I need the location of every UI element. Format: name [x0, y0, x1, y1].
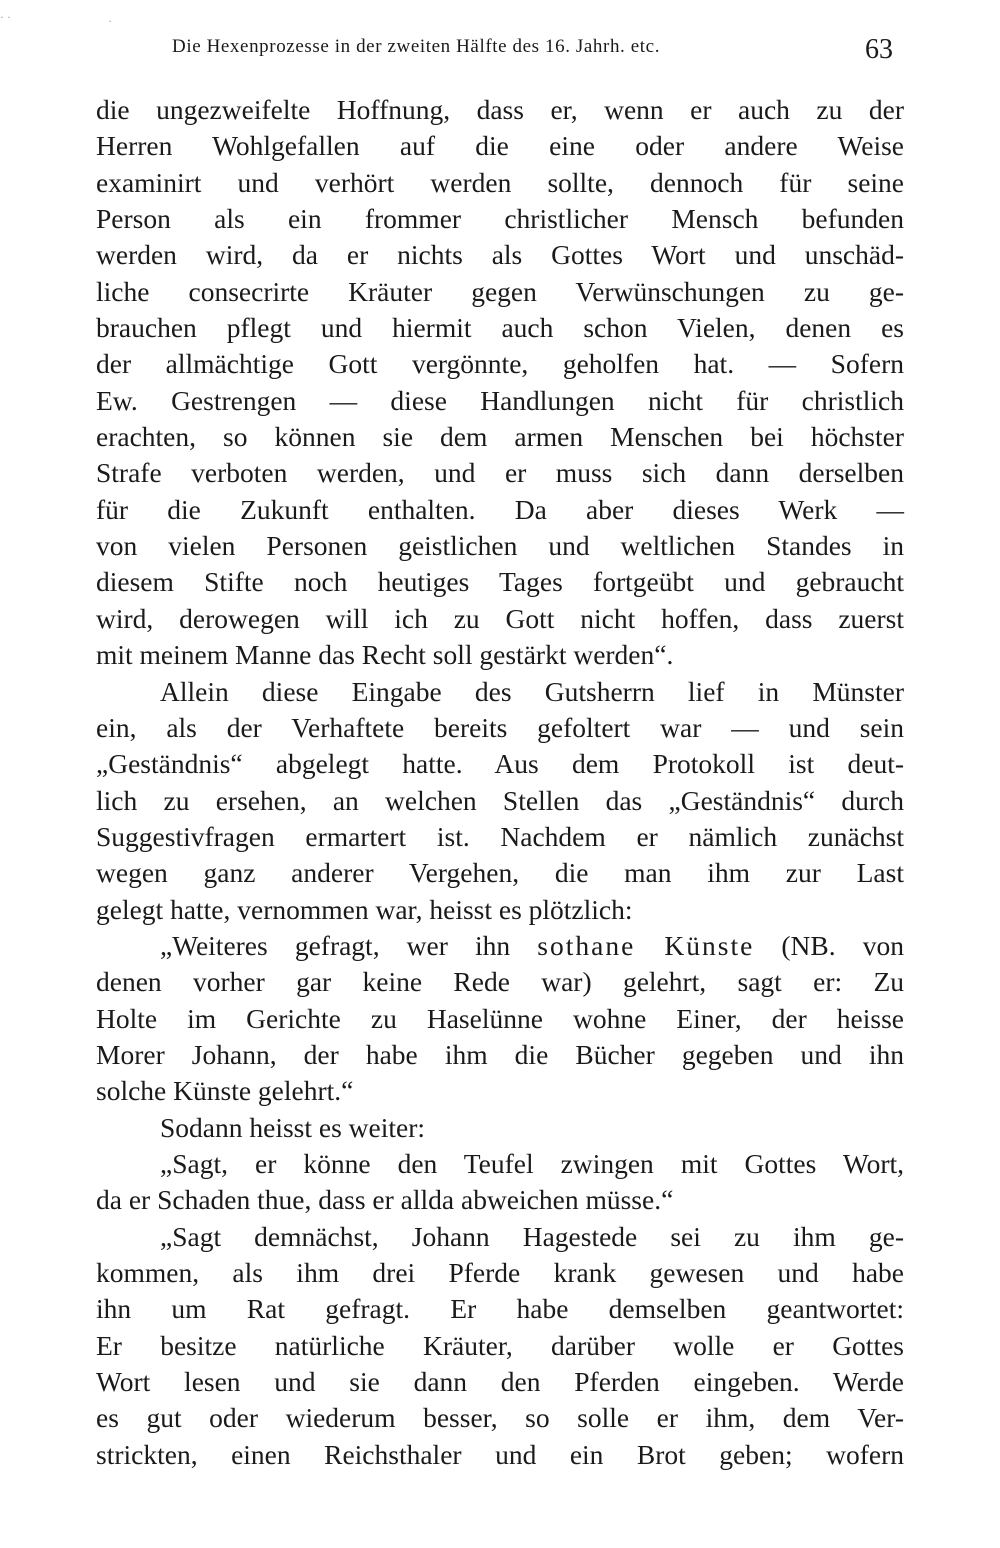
text-line: für die Zukunft enthalten. Da aber dieses Werk —	[96, 493, 904, 525]
text-line: mit meinem Manne das Recht soll gestärkt werden“.	[96, 639, 674, 671]
running-title: Die Hexenprozesse in der zweiten Hälfte des 16. Jahrh. etc.	[172, 36, 661, 57]
scan-speck: ·	[108, 14, 112, 28]
text-line: brauchen pflegt und hiermit auch schon Vielen, denen es	[96, 312, 904, 344]
paragraph-first-line: Allein diese Eingabe des Gutsherrn lief in Münster	[160, 675, 904, 707]
text-line: von vielen Personen geistlichen und weltlichen Standes in	[96, 530, 904, 562]
text-line: lich zu ersehen, an welchen Stellen das „Geständnis“ durch	[96, 784, 904, 816]
text-line: es gut oder wiederum besser, so solle er ihm, dem Ver-	[96, 1402, 904, 1434]
text-line: Er besitze natürliche Kräuter, darüber wolle er Gottes	[96, 1329, 904, 1361]
text-line: die ungezweifelte Hoffnung, dass er, wenn er auch zu der	[96, 94, 904, 125]
text-line: diesem Stifte noch heutiges Tages fortgeübt und gebraucht	[96, 566, 904, 598]
text-line: Strafe verboten werden, und er muss sich dann derselben	[96, 457, 904, 489]
text-line: Holte im Gerichte zu Haselünne wohne Einer, der heisse	[96, 1002, 904, 1034]
body-text	[96, 92, 904, 1473]
text-line: wird, derowegen will ich zu Gott nicht hoffen, dass zuerst	[96, 602, 904, 634]
text-line: werden wird, da er nichts als Gottes Wort und unschäd-	[96, 239, 904, 271]
text-line: Morer Johann, der habe ihm die Bücher gegeben und ihn	[96, 1038, 904, 1070]
running-header	[150, 36, 920, 66]
text-line: liche consecrirte Kräuter gegen Verwünschungen zu ge-	[96, 275, 904, 307]
text-line: ein, als der Verhaftete bereits gefoltert war — und sein	[96, 711, 904, 743]
paragraph-first-line: Sodann heisst es weiter:	[160, 1111, 426, 1143]
text-line: solche Künste gelehrt.“	[96, 1075, 354, 1107]
quote-first-line: „Sagt, er könne den Teufel zwingen mit Gottes Wort,	[160, 1147, 904, 1179]
text-line: gelegt hatte, vernommen war, heisst es plötzlich:	[96, 893, 633, 925]
text-line: „Geständnis“ abgelegt hatte. Aus dem Protokoll ist deut-	[96, 748, 904, 780]
text-line: ihn um Rat gefragt. Er habe demselben geantwortet:	[96, 1293, 904, 1325]
text-line: examinirt und verhört werden sollte, dennoch für seine	[96, 166, 904, 198]
text-line: kommen, als ihm drei Pferde krank gewesen und habe	[96, 1257, 904, 1288]
text-line: Wort lesen und sie dann den Pferden eingeben. Werde	[96, 1366, 904, 1398]
scan-speck: · ·	[0, 10, 11, 24]
quote-first-line	[96, 928, 904, 964]
text-line: Person als ein frommer christlicher Mensch befunden	[96, 203, 904, 235]
quote-text: (NB. von	[754, 929, 904, 961]
text-line: strickten, einen Reichsthaler und ein Brot geben; wofern	[96, 1438, 904, 1470]
text-line: Herren Wohlgefallen auf die eine oder andere Weise	[96, 130, 904, 162]
text-line: Ew. Gestrengen — diese Handlungen nicht für christlich	[96, 384, 904, 416]
text-line: Suggestivfragen ermartert ist. Nachdem er nämlich zunächst	[96, 820, 904, 852]
text-line: der allmächtige Gott vergönnte, geholfen hat. — Sofern	[96, 348, 904, 380]
page-number: 63	[865, 34, 893, 65]
text-line: denen vorher gar keine Rede war) gelehrt, sagt er: Zu	[96, 966, 904, 998]
emphasized-text: sothane Künste	[537, 929, 755, 961]
text-line: wegen ganz anderer Vergehen, die man ihm zur Last	[96, 857, 904, 889]
text-line: erachten, so können sie dem armen Menschen bei höchster	[96, 421, 904, 453]
quote-first-line: „Sagt demnächst, Johann Hagestede sei zu ihm ge-	[160, 1220, 904, 1252]
text-line: da er Schaden thue, dass er allda abweichen müsse.“	[96, 1184, 674, 1216]
quote-text: „Weiteres gefragt, wer ihn	[160, 929, 538, 961]
